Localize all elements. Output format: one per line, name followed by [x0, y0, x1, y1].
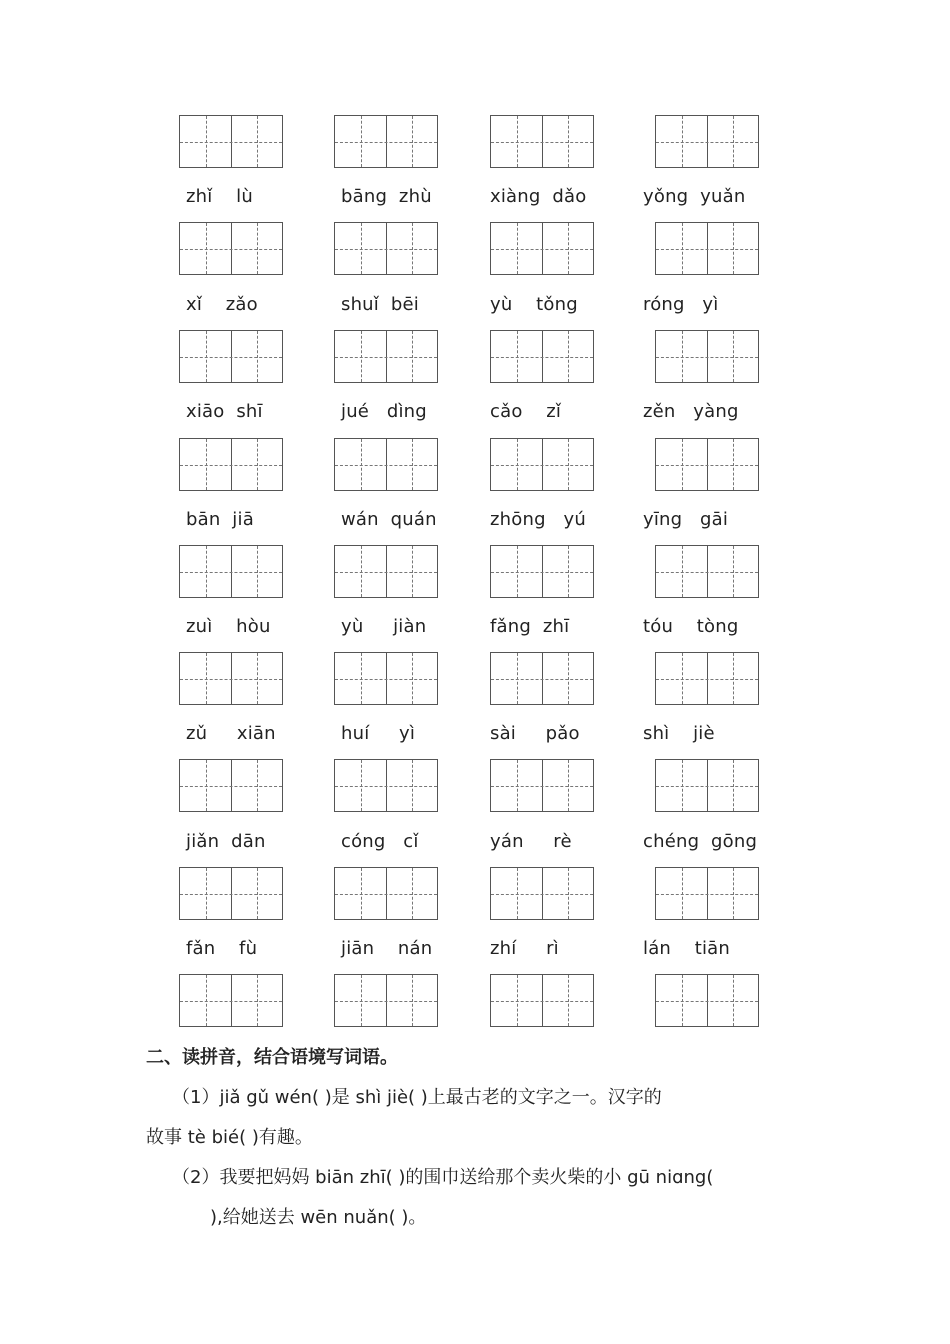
writing-box [490, 222, 594, 275]
box-guide-line [656, 679, 758, 680]
writing-box [490, 545, 594, 598]
box-guide-line [335, 357, 437, 358]
pinyin-label: fǎng zhī [490, 616, 570, 637]
writing-box [655, 115, 759, 168]
pinyin-label: cóng cǐ [341, 831, 419, 852]
box-guide-line [180, 786, 282, 787]
pinyin-row [0, 723, 950, 753]
writing-box [655, 652, 759, 705]
box-guide-line [491, 572, 593, 573]
box-guide-line [180, 679, 282, 680]
writing-box [655, 438, 759, 491]
box-guide-line [656, 894, 758, 895]
writing-box [179, 545, 283, 598]
pinyin-row [0, 294, 950, 324]
box-row [0, 438, 950, 494]
section-title: 二、读拼音，结合语境写词语。 [146, 1047, 398, 1068]
box-row [0, 867, 950, 923]
pinyin-row [0, 938, 950, 968]
writing-box [179, 974, 283, 1027]
box-row [0, 545, 950, 601]
writing-box [655, 867, 759, 920]
pinyin-label: zěn yàng [643, 401, 739, 422]
pinyin-row [0, 186, 950, 216]
box-guide-line [335, 572, 437, 573]
box-row [0, 115, 950, 171]
box-guide-line [491, 679, 593, 680]
box-guide-line [656, 357, 758, 358]
box-row [0, 759, 950, 815]
box-guide-line [180, 1001, 282, 1002]
pinyin-label: shuǐ bēi [341, 294, 419, 315]
pinyin-label: lán tiān [643, 938, 731, 959]
writing-box [490, 759, 594, 812]
box-guide-line [335, 1001, 437, 1002]
writing-box [490, 330, 594, 383]
writing-box [179, 867, 283, 920]
pinyin-label: cǎo zǐ [490, 401, 562, 422]
pinyin-label: zuì hòu [186, 616, 271, 637]
box-guide-line [180, 357, 282, 358]
sentence-1-line-1: （1）jiǎ gǔ wén( )是 shì jiè( )上最古老的文字之一。汉字的 [172, 1087, 662, 1108]
writing-box [655, 759, 759, 812]
pinyin-label: zhǐ lù [186, 186, 253, 207]
box-guide-line [335, 249, 437, 250]
box-guide-line [656, 1001, 758, 1002]
writing-box [334, 330, 438, 383]
box-guide-line [491, 465, 593, 466]
box-guide-line [491, 786, 593, 787]
pinyin-label: yǒng yuǎn [643, 186, 746, 207]
box-guide-line [180, 142, 282, 143]
writing-box [334, 115, 438, 168]
box-guide-line [335, 786, 437, 787]
writing-box [334, 222, 438, 275]
pinyin-label: zhí rì [490, 938, 559, 959]
writing-box [655, 222, 759, 275]
box-guide-line [180, 894, 282, 895]
pinyin-label: bān jiā [186, 509, 254, 530]
writing-box [179, 115, 283, 168]
writing-box [490, 438, 594, 491]
pinyin-label: jué dìng [341, 401, 427, 422]
pinyin-label: shì jiè [643, 723, 715, 744]
pinyin-label: bāng zhù [341, 186, 432, 207]
pinyin-label: fǎn fù [186, 938, 258, 959]
writing-box [334, 974, 438, 1027]
pinyin-label: zhōng yú [490, 509, 586, 530]
pinyin-label: xiāo shī [186, 401, 263, 422]
writing-box [655, 545, 759, 598]
pinyin-row [0, 401, 950, 431]
pinyin-label: yán rè [490, 831, 572, 852]
pinyin-label: róng yì [643, 294, 719, 315]
box-guide-line [656, 142, 758, 143]
pinyin-label: zǔ xiān [186, 723, 276, 744]
writing-box [179, 438, 283, 491]
box-row [0, 330, 950, 386]
pinyin-label: tóu tòng [643, 616, 739, 637]
box-guide-line [335, 679, 437, 680]
box-guide-line [656, 465, 758, 466]
sentence-2-line-1: （2）我要把妈妈 biān zhī( )的围巾送给那个卖火柴的小 gū niɑng( [172, 1167, 714, 1188]
writing-box [334, 545, 438, 598]
pinyin-label: jiǎn dān [186, 831, 266, 852]
pinyin-row [0, 831, 950, 861]
box-guide-line [491, 894, 593, 895]
writing-box [655, 330, 759, 383]
writing-box [179, 330, 283, 383]
box-guide-line [491, 1001, 593, 1002]
box-guide-line [491, 357, 593, 358]
pinyin-label: jiān nán [341, 938, 433, 959]
pinyin-label: xiàng dǎo [490, 186, 587, 207]
box-guide-line [180, 572, 282, 573]
pinyin-label: yīng gāi [643, 509, 729, 530]
box-guide-line [491, 142, 593, 143]
box-guide-line [656, 786, 758, 787]
box-guide-line [180, 465, 282, 466]
writing-box [179, 222, 283, 275]
writing-box [490, 115, 594, 168]
pinyin-label: wán quán [341, 509, 437, 530]
writing-box [334, 759, 438, 812]
pinyin-row [0, 509, 950, 539]
box-guide-line [335, 142, 437, 143]
pinyin-label: chéng gōng [643, 831, 758, 852]
writing-box [334, 438, 438, 491]
pinyin-label: huí yì [341, 723, 416, 744]
writing-box [334, 867, 438, 920]
box-guide-line [335, 465, 437, 466]
box-row [0, 652, 950, 708]
writing-box [655, 974, 759, 1027]
sentence-2-line-2: ),给她送去 wēn nuǎn( )。 [210, 1207, 427, 1228]
pinyin-label: yù jiàn [341, 616, 427, 637]
writing-box [179, 652, 283, 705]
box-guide-line [335, 894, 437, 895]
pinyin-label: xǐ zǎo [186, 294, 258, 315]
box-guide-line [656, 572, 758, 573]
box-guide-line [656, 249, 758, 250]
pinyin-label: sài pǎo [490, 723, 580, 744]
writing-box [334, 652, 438, 705]
pinyin-label: yù tǒng [490, 294, 578, 315]
box-row [0, 222, 950, 278]
writing-box [490, 974, 594, 1027]
writing-box [179, 759, 283, 812]
writing-box [490, 652, 594, 705]
writing-box [490, 867, 594, 920]
sentence-1-line-2: 故事 tè bié( )有趣。 [146, 1127, 313, 1148]
pinyin-row [0, 616, 950, 646]
box-guide-line [491, 249, 593, 250]
box-row [0, 974, 950, 1030]
box-guide-line [180, 249, 282, 250]
